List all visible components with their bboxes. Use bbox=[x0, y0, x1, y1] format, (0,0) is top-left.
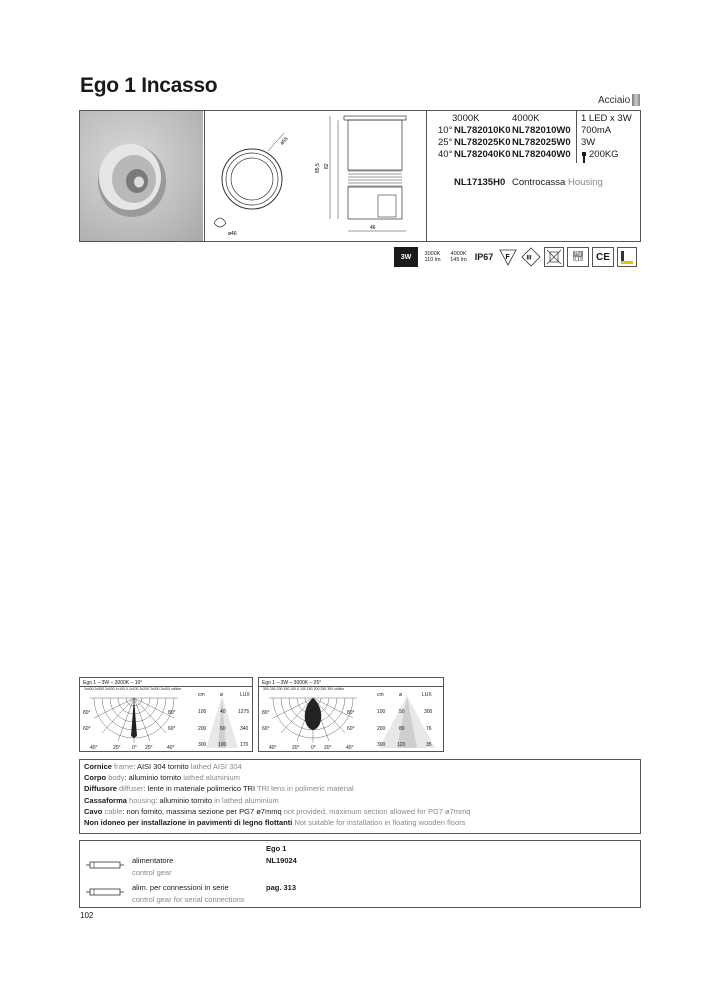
lumen-3000-v: 110 lm bbox=[424, 257, 441, 263]
material-it: Cassaforma bbox=[84, 795, 127, 805]
icons-row bbox=[394, 246, 640, 268]
cell: 120 bbox=[397, 742, 406, 748]
page-number: 102 bbox=[80, 911, 94, 920]
angle-25: 25° bbox=[438, 137, 453, 148]
angle-80-r: 80° bbox=[168, 710, 176, 716]
polar-scale: 2x400 2x300 2x200 1x100 0 1x100 2x200 2x300 2x400 cd/klm bbox=[84, 687, 182, 691]
material-row: Diffusore diffuser: lente in materiale polimerico TRI TRI lens in polimeric material bbox=[84, 784, 354, 794]
angle-60-r: 60° bbox=[168, 726, 176, 732]
code-25-3000: NL782025K0 bbox=[454, 137, 511, 148]
polar-scale: 300 250 200 150 100 0 100 150 200 250 300 cd/klm bbox=[263, 687, 345, 691]
angle-b1: 20° bbox=[113, 745, 121, 751]
product-photo bbox=[80, 111, 203, 241]
material-desc-en: TRI lens in polimeric material bbox=[257, 784, 354, 794]
cell: 50 bbox=[399, 709, 405, 715]
angle-b0: 40° bbox=[90, 745, 98, 751]
material-row: Cornice frame: AISI 304 tornito lathed AISI 304 bbox=[84, 762, 242, 771]
angle-80-r: 80° bbox=[347, 710, 355, 716]
cell: 100 bbox=[198, 709, 207, 715]
material-desc-it: non fornito, massima sezione per PG7 ø7mmq bbox=[126, 806, 282, 816]
lumen-4000 bbox=[447, 247, 470, 267]
material-row bbox=[84, 817, 636, 828]
mercury-label: Hg bbox=[574, 251, 582, 257]
housing-label: Controcassa bbox=[512, 177, 566, 188]
polar-diagram-25 bbox=[261, 688, 366, 750]
th-phi: ø bbox=[220, 692, 224, 698]
material-en: body bbox=[108, 773, 125, 783]
photometry-title: Ego 1 – 3W – 3000K – 10° bbox=[83, 680, 143, 686]
material-it: Corpo bbox=[84, 773, 107, 783]
flush-install-icon bbox=[617, 247, 637, 267]
material-en: housing bbox=[129, 795, 156, 805]
serial-control-gear-icon bbox=[86, 887, 124, 897]
accessory-en: control gear for serial connections bbox=[132, 895, 245, 904]
param-power: 3W bbox=[581, 137, 596, 148]
lumen-3000-k: 3000K bbox=[424, 250, 441, 257]
cell: 200 bbox=[198, 726, 207, 732]
cell: 300 bbox=[424, 709, 433, 715]
code-40-4000: NL782040W0 bbox=[512, 149, 571, 160]
wattage-badge: 3W bbox=[394, 247, 418, 267]
code-40-3000: NL782040K0 bbox=[454, 149, 511, 160]
cell: 1275 bbox=[238, 709, 250, 715]
dim-phi46: ø46 bbox=[228, 231, 237, 237]
material-desc-en: lathed aluminium bbox=[183, 773, 240, 783]
cell: 60 bbox=[220, 726, 226, 732]
cell: 200 bbox=[377, 726, 386, 732]
cell: 35 bbox=[426, 742, 432, 748]
mercury-icon bbox=[567, 247, 589, 267]
cell: 100 bbox=[218, 742, 227, 748]
product-image-icon bbox=[80, 111, 203, 241]
material-desc-en: lathed AISI 304 bbox=[190, 762, 242, 771]
accessory-it: alim. per connessioni in serie bbox=[132, 883, 229, 892]
angle-b3: 20° bbox=[145, 745, 153, 751]
material-desc-en: in lathed aluminium bbox=[214, 795, 279, 805]
angle-60: 60° bbox=[83, 726, 91, 732]
dim-46: 46 bbox=[370, 225, 376, 231]
th-cm: cm bbox=[377, 692, 384, 698]
angle-10: 10° bbox=[438, 125, 453, 136]
code-10-3000: NL782010K0 bbox=[454, 125, 511, 136]
dim-phi55: ø55 bbox=[279, 136, 290, 147]
param-divider bbox=[576, 110, 577, 163]
material-desc-en: Not suitable for installation in floating wooden floors bbox=[294, 818, 466, 828]
angle-b4: 40° bbox=[346, 745, 354, 751]
page-title: Ego 1 Incasso bbox=[80, 74, 218, 97]
material-desc-it: lente in materiale polimerico TRI bbox=[147, 784, 256, 794]
th-lux: LUX bbox=[422, 692, 432, 698]
code-25-4000: NL782025W0 bbox=[512, 137, 571, 148]
accessory-page-ref[interactable]: pag. 313 bbox=[266, 883, 297, 892]
cell: 100 bbox=[377, 709, 386, 715]
cct-3000: 3000K bbox=[452, 113, 480, 124]
cell: 76 bbox=[426, 726, 432, 732]
material-row: Cassaforma housing: alluminio tornito in lathed aluminium bbox=[84, 795, 279, 805]
material-en: cable bbox=[104, 806, 123, 816]
material-it: Non idoneo per installazione in pavimenti di legno flottanti bbox=[84, 818, 293, 828]
divider bbox=[426, 110, 427, 242]
class3-icon bbox=[521, 247, 541, 267]
angle-b0: 40° bbox=[269, 745, 277, 751]
angle-60: 60° bbox=[262, 726, 270, 732]
accessory-en: control gear bbox=[132, 868, 172, 877]
cell: 170 bbox=[240, 742, 249, 748]
housing-code: NL17135H0 bbox=[454, 177, 506, 188]
photometry-title: Ego 1 – 3W – 3000K – 25° bbox=[262, 680, 322, 686]
material-it: Cornice bbox=[84, 762, 112, 771]
finish-label: Acciaio bbox=[598, 95, 631, 106]
lumen-4000-v: 145 lm bbox=[450, 257, 467, 263]
angle-b3: 20° bbox=[324, 745, 332, 751]
dim-82: 82 bbox=[324, 163, 330, 169]
cell: 80 bbox=[399, 726, 405, 732]
divider bbox=[204, 110, 205, 242]
accessory-code: NL19024 bbox=[266, 856, 297, 865]
material-en: diffuser bbox=[119, 784, 144, 794]
f-mark-icon bbox=[498, 247, 518, 267]
th-cm: cm bbox=[198, 692, 205, 698]
materials-box bbox=[79, 759, 641, 834]
material-it: Cavo bbox=[84, 806, 103, 816]
class3-text: III bbox=[526, 255, 532, 262]
control-gear-icon bbox=[86, 860, 124, 870]
cell: 40 bbox=[220, 709, 226, 715]
photometry-10 bbox=[79, 677, 253, 752]
angle-b2: 0° bbox=[132, 745, 137, 751]
th-phi: ø bbox=[399, 692, 403, 698]
material-row: Cavo cable: non fornito, massima sezione per PG7 ø7mmq not provided, maximum section allowed for PG7 ø7mmq bbox=[84, 806, 471, 816]
accessories-header: Ego 1 bbox=[266, 844, 287, 853]
f-mark-text: F bbox=[505, 254, 510, 261]
finish-swatch bbox=[632, 94, 640, 106]
technical-drawing bbox=[206, 111, 426, 241]
lumen-3000 bbox=[421, 247, 444, 267]
angle-b4: 40° bbox=[167, 745, 175, 751]
photometry-25 bbox=[258, 677, 444, 752]
ce-mark: CE bbox=[592, 247, 614, 267]
angle-80: 80° bbox=[262, 710, 270, 716]
angle-b1: 20° bbox=[292, 745, 300, 751]
housing-label-en: Housing bbox=[567, 177, 603, 188]
cell: 340 bbox=[240, 726, 249, 732]
cell: 300 bbox=[198, 742, 207, 748]
angle-80: 80° bbox=[83, 710, 91, 716]
cell: 300 bbox=[377, 742, 386, 748]
code-10-4000: NL782010W0 bbox=[512, 125, 571, 136]
material-it: Diffusore bbox=[84, 784, 117, 794]
mercury-value: 0,19 bbox=[573, 257, 583, 263]
load-value: 200KG bbox=[589, 149, 619, 160]
angle-b2: 0° bbox=[311, 745, 316, 751]
weee-icon bbox=[544, 247, 564, 267]
angle-60-r: 60° bbox=[347, 726, 355, 732]
material-desc-it: AISI 304 tornito bbox=[136, 762, 189, 771]
lumen-4000-k: 4000K bbox=[450, 250, 467, 257]
material-desc-it: alluminio tornito bbox=[159, 795, 213, 805]
material-desc-en: not provided, maximum section allowed for PG7 ø7mmq bbox=[283, 806, 471, 816]
angle-40: 40° bbox=[438, 149, 453, 160]
cct-4000: 4000K bbox=[512, 113, 540, 124]
param-led: 1 LED x 3W bbox=[581, 113, 632, 124]
dim-85: 85,5 bbox=[315, 163, 321, 173]
param-current: 700mA bbox=[581, 125, 612, 136]
th-lux: LUX bbox=[240, 692, 250, 698]
material-en: frame bbox=[114, 762, 134, 771]
ip-rating: IP67 bbox=[474, 252, 494, 262]
load-icon bbox=[580, 150, 588, 161]
material-row: Corpo body: alluminio tornito lathed aluminium bbox=[84, 773, 240, 783]
polar-diagram-10 bbox=[82, 688, 187, 750]
material-desc-it: alluminio tornito bbox=[128, 773, 182, 783]
accessory-it: alimentatore bbox=[132, 856, 174, 865]
